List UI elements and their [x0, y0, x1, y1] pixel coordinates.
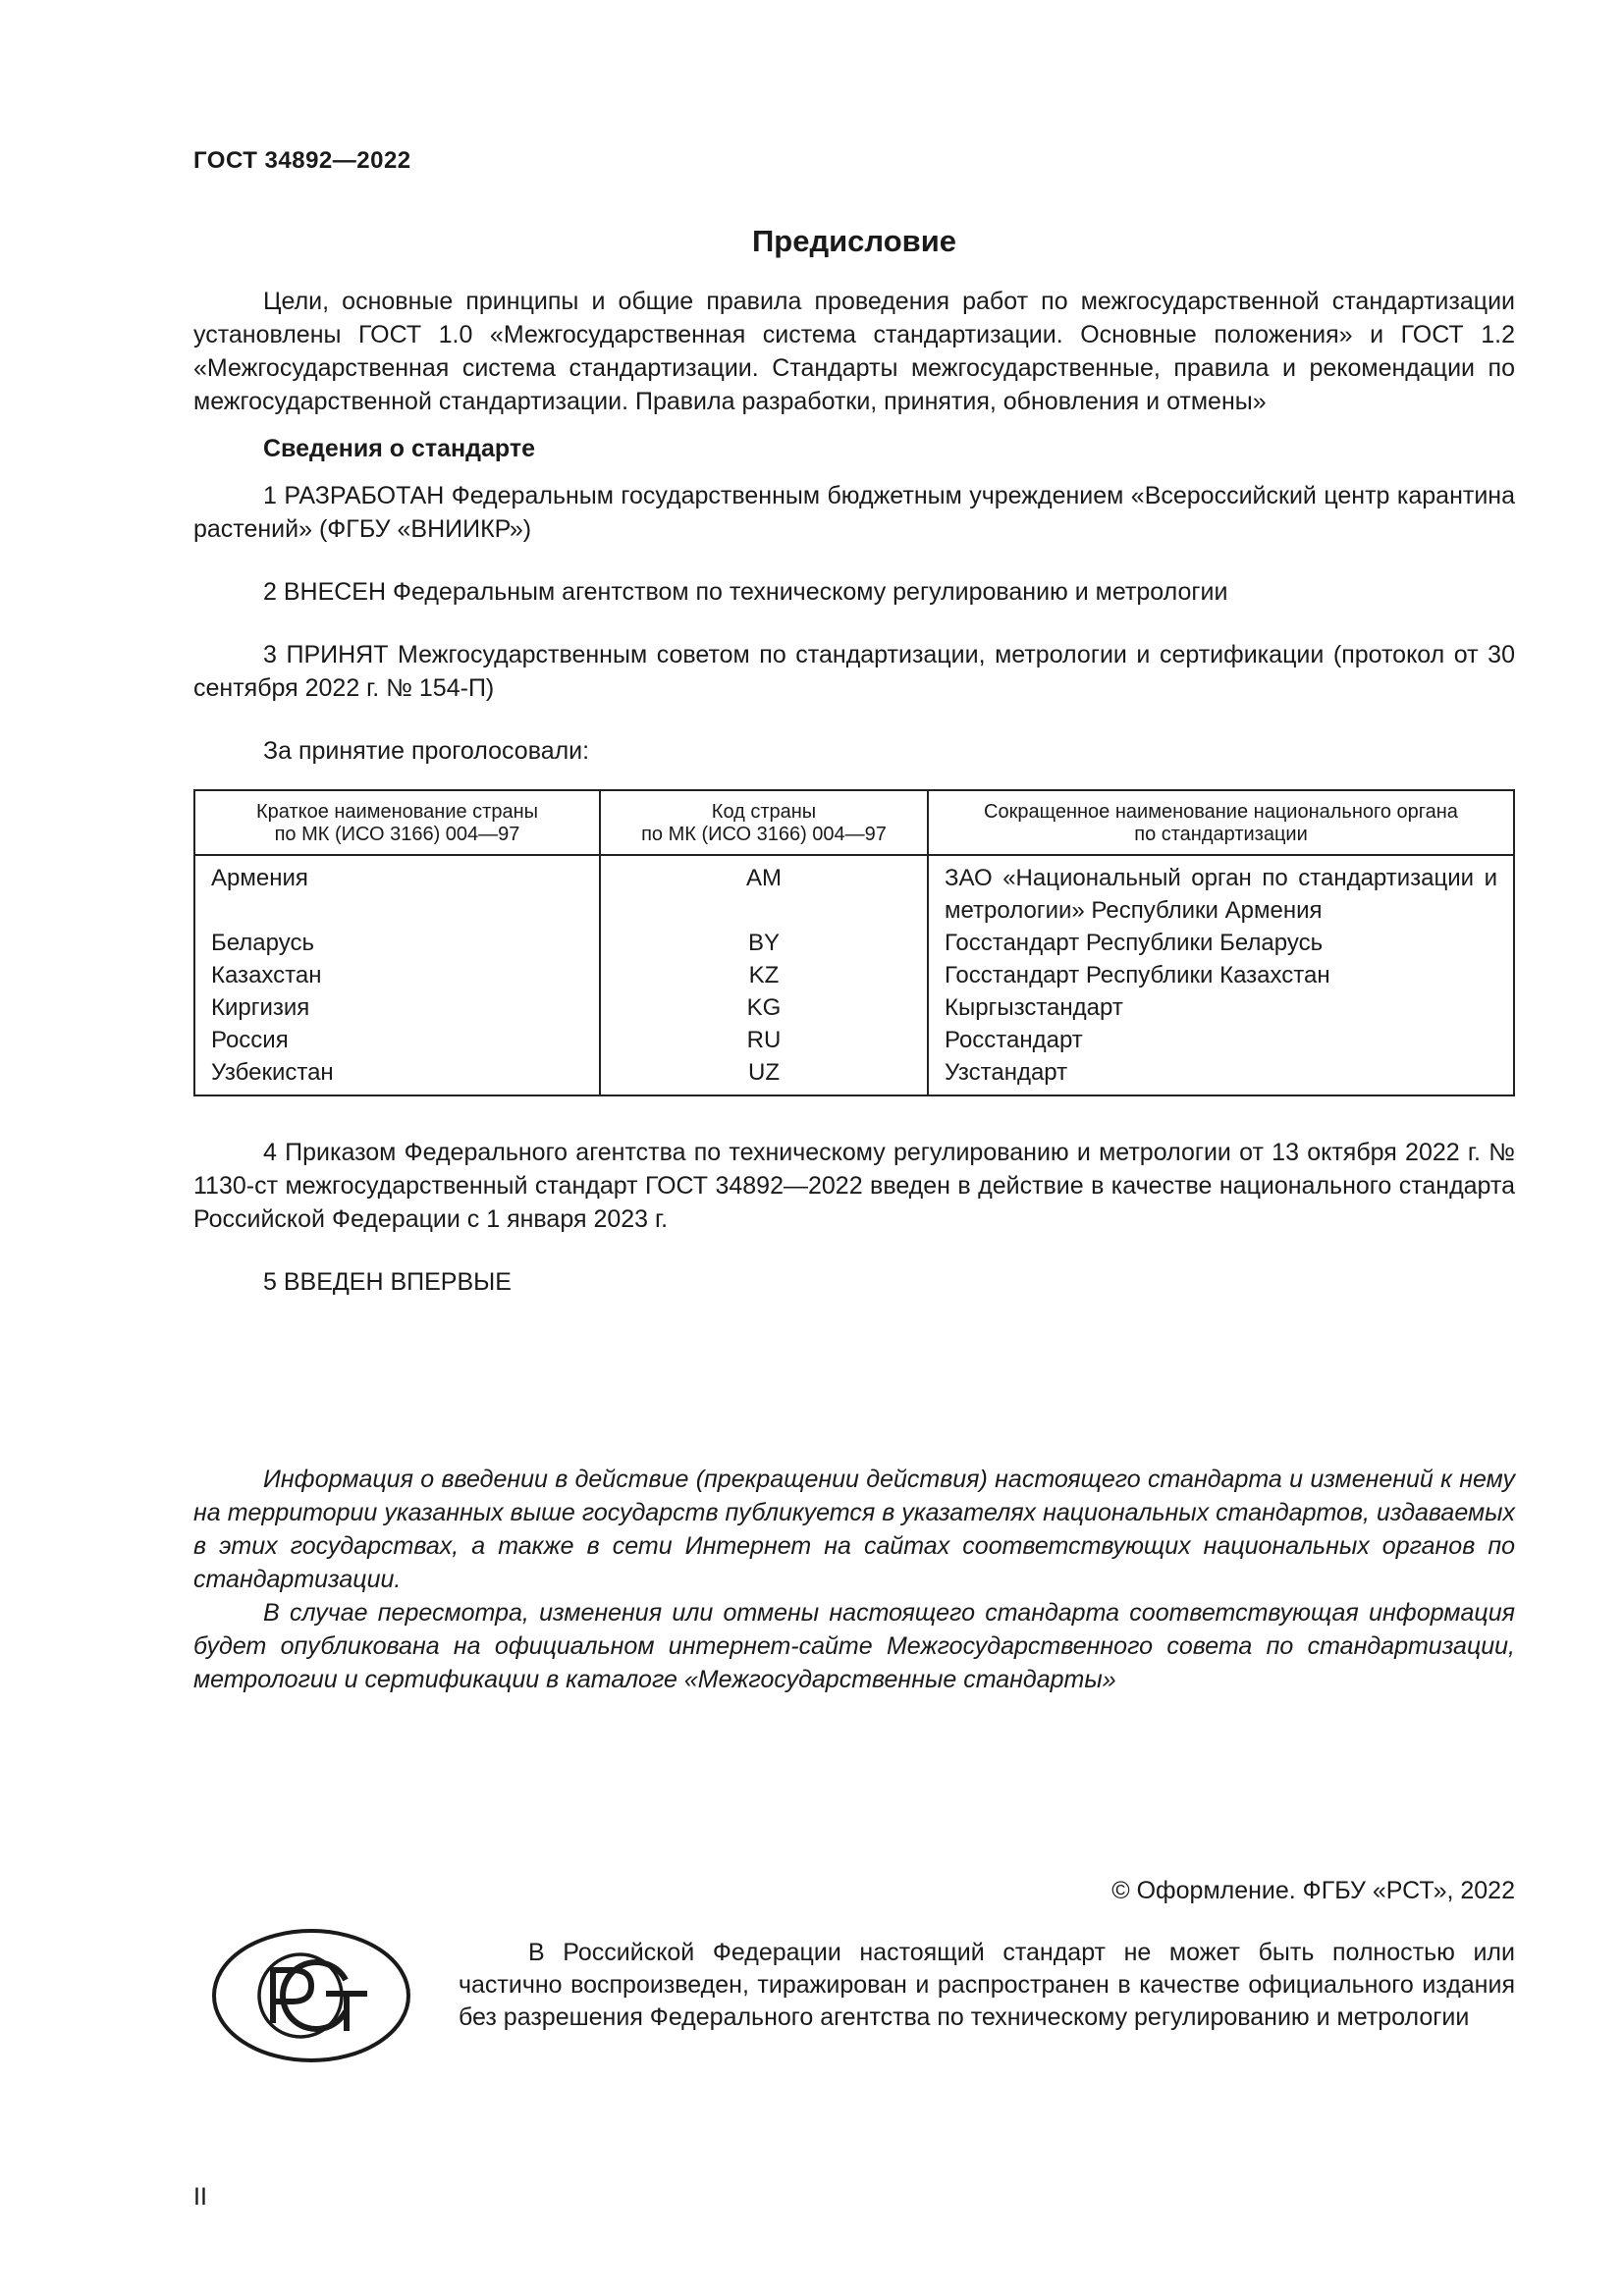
- header-code: Код страны по МК (ИСО 3166) 004—97: [600, 790, 928, 855]
- table-row: [194, 1056, 1514, 1095]
- code-cell: RU: [600, 1024, 928, 1056]
- copyright-line: © Оформление. ФГБУ «РСТ», 2022: [1111, 1877, 1515, 1904]
- item-first-introduced: 5 ВВЕДЕН ВПЕРВЫЕ: [263, 1268, 512, 1296]
- table-row: [194, 991, 1514, 1024]
- code-cell: KG: [600, 991, 928, 1024]
- org-cell: Узстандарт: [928, 1056, 1514, 1095]
- header-org: Сокращенное наименование национального органа по стандартизации: [928, 790, 1514, 855]
- org-cell: Кыргызстандарт: [928, 991, 1514, 1024]
- code-cell: KZ: [600, 959, 928, 991]
- country-cell: Россия: [211, 1027, 289, 1053]
- rights-text: В Российской Федерации настоящий стандарт не может быть полностью или частично воспроизведен, тиражирован и распространен в качестве официального издания без разрешения Федерального агентства по техническому регулированию и метрологии: [459, 1939, 1515, 2031]
- notice-paragraph-2: В случае пересмотра, изменения или отмены настоящего стандарта соответствующая информация будет опубликована на официальном интернет-сайте Межгосударственного совета по стандартизации, метрологии и сертификации в каталоге «Межгосударственные стандарты»: [193, 1599, 1515, 1693]
- preface-title: Предисловие: [751, 224, 956, 258]
- table-row: [194, 927, 1514, 959]
- country-cell: Казахстан: [211, 962, 322, 988]
- item-adopted: 3 ПРИНЯТ Межгосударственным советом по стандартизации, метрологии и сертификации (протокол от 30 сентября 2022 г. № 154-П): [193, 641, 1515, 702]
- notice-block: [193, 1463, 1515, 1696]
- country-cell: Узбекистан: [211, 1059, 334, 1086]
- item-enacted: 4 Приказом Федерального агентства по техническому регулированию и метрологии от 13 октября 2022 г. № 1130-ст межгосударственный стандарт ГОСТ 34892—2022 введен в действие в качестве национального стандарта Российской Федерации с 1 января 2023 г.: [193, 1139, 1515, 1233]
- code-cell: AM: [600, 855, 928, 927]
- page-number: II: [193, 2183, 207, 2211]
- vote-table: [193, 789, 1515, 1096]
- country-cell: Киргизия: [211, 994, 310, 1021]
- table-header-row: [194, 790, 1514, 855]
- country-cell: Беларусь: [211, 930, 314, 956]
- rights-notice: [459, 1937, 1515, 2034]
- country-cell: Армения: [211, 865, 308, 891]
- org-cell: ЗАО «Национальный орган по стандартизации и метрологии» Республики Армения: [928, 855, 1514, 927]
- org-cell: Госстандарт Республики Беларусь: [928, 927, 1514, 959]
- table-row: [194, 855, 1514, 927]
- org-cell: Росстандарт: [928, 1024, 1514, 1056]
- item-developed: 1 РАЗРАБОТАН Федеральным государственным бюджетным учреждением «Всероссийский центр карантина растений» (ФГБУ «ВНИИКР»): [193, 482, 1515, 543]
- org-cell: Госстандарт Республики Казахстан: [928, 959, 1514, 991]
- table-row: [194, 959, 1514, 991]
- standard-info-heading: Сведения о стандарте: [263, 435, 536, 462]
- code-cell: BY: [600, 927, 928, 959]
- header-country: Краткое наименование страны по МК (ИСО 3166) 004—97: [194, 790, 600, 855]
- table-row: [194, 1024, 1514, 1056]
- notice-paragraph-1: Информация о введении в действие (прекращении действия) настоящего стандарта и изменений к нему на территории указанных выше государств публикуется в указателях национальных стандартов, издаваемых в этих государствах, а также в сети Интернет на сайтах соответствующих национальных органов по стандартизации.: [193, 1466, 1515, 1593]
- preface-intro: Цели, основные принципы и общие правила проведения работ по межгосударственной стандартизации установлены ГОСТ 1.0 «Межгосударственная система стандартизации. Основные положения» и ГОСТ 1.2 «Межгосударственная система стандартизации. Стандарты межгосударственные, правила и рекомендации по межгосударственной стандартизации. Правила разработки, принятия, обновления и отмены»: [193, 288, 1515, 415]
- code-cell: UZ: [600, 1056, 928, 1095]
- rst-logo-icon: [210, 1927, 412, 2069]
- item-submitted: 2 ВНЕСЕН Федеральным агентством по техническому регулированию и метрологии: [263, 578, 1228, 606]
- preface-body: [193, 285, 1515, 1299]
- vote-intro: За принятие проголосовали:: [263, 737, 590, 765]
- standard-code: ГОСТ 34892—2022: [193, 147, 411, 174]
